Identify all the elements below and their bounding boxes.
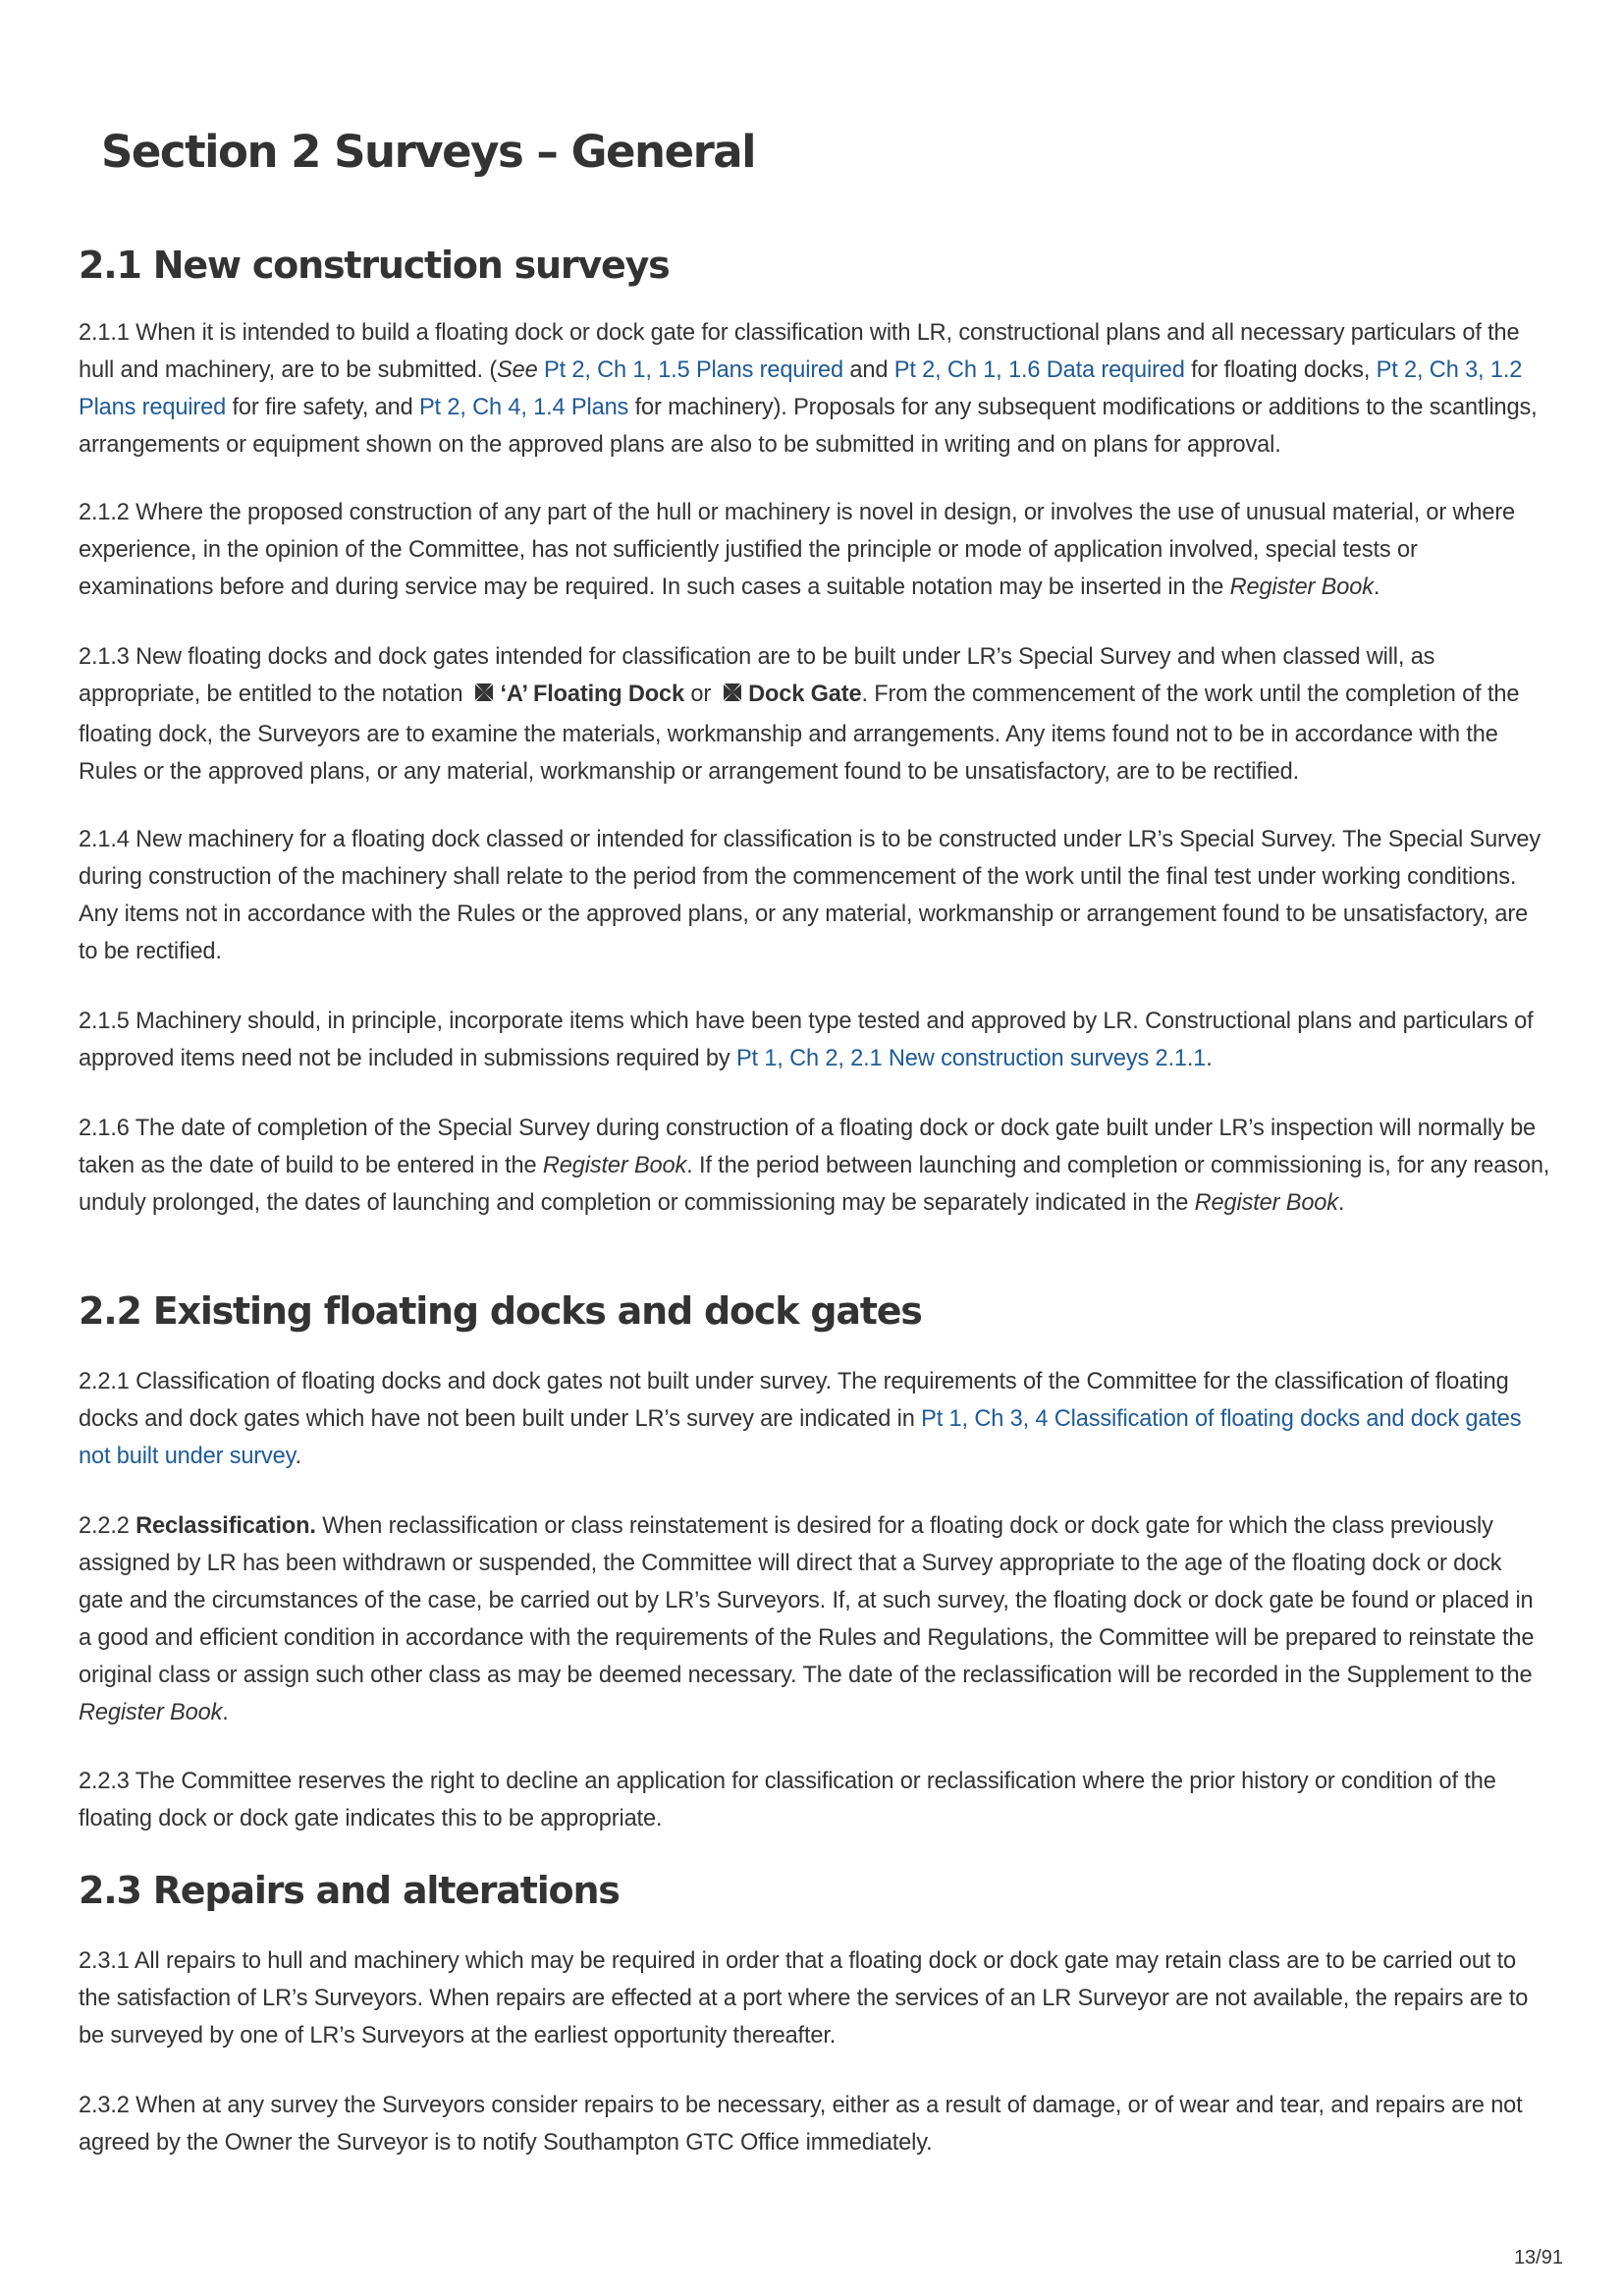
paragraph-2-2-1 — [79, 1363, 1551, 1475]
text-register-book: Register Book — [542, 1153, 687, 1178]
text-reclassification: Reclassification. — [135, 1513, 316, 1539]
link-pt2-ch1-1-6[interactable]: Pt 2, Ch 1, 1.6 Data required — [893, 357, 1185, 383]
paragraph-2-3-1: 2.3.1 All repairs to hull and machinery which may be required in order that a floating dock or dock gate may retain class are to be carried out to the satisfaction of LR’s Surveyors. When repairs are effected at a port where the services of an LR Surveyor are not available, the repairs are to be surveyed by one of LR’s Surveyors at the earliest opportunity thereafter. — [79, 1948, 1529, 2049]
text: 2.2.1 Classification of floating docks and dock gates not built under survey. The requirements of the Committee for the classification of floating docks and dock gates which have not been built under LR’s survey are indicated in — [79, 1369, 1509, 1432]
text: 2.2.2 — [79, 1513, 136, 1539]
text: . — [1373, 574, 1380, 600]
text-register-book: Register Book — [79, 1700, 223, 1725]
text: 2.1.5 Machinery should, in principle, incorporate items which have been type tested and approved by LR. Constructional plans and particulars of approved items need not be included in submissions required by — [79, 1009, 1534, 1071]
text: for machinery). Proposals for any subsequent modifications or additions to the scantlings, arrangements or equipment shown on the approved plans are also to be submitted in writing and on plans for approval. — [79, 395, 1538, 458]
text: . — [222, 1700, 229, 1725]
text-see: See — [497, 357, 538, 383]
maltese-cross-icon — [721, 679, 744, 716]
text: and — [843, 357, 894, 383]
text: . — [1337, 1190, 1345, 1216]
text: . If the period between launching and completion or commissioning is, for any reason, unduly prolonged, the dates of launching and completion or commissioning may be separately indicated in the — [79, 1153, 1550, 1216]
heading-2-2: 2.2 Existing floating docks and dock gates — [79, 1289, 922, 1333]
section-title: Section 2 Surveys – General — [101, 126, 756, 178]
link-pt2-ch4-1-4[interactable]: Pt 2, Ch 4, 1.4 Plans — [418, 395, 629, 420]
paragraph-2-3-2: 2.3.2 When at any survey the Surveyors consider repairs to be necessary, either as a result of damage, or of wear and tear, and repairs are not agreed by the Owner the Surveyor is to notify Southampton GTC Office immediately. — [79, 2093, 1523, 2156]
text: 2.1.3 New floating docks and dock gates intended for classification are to be built under LR’s Special Survey and when classed will, as appropriate, be entitled to the notation — [79, 644, 1435, 707]
text: 2.1.2 Where the proposed construction of any part of the hull or machinery is novel in design, or involves the use of unusual material, or where experience, in the opinion of the Committee, has not sufficiently justified the principle or mode of application involved, special tests or examinations before and during service may be required. In such cases a suitable notation may be inserted in the — [79, 500, 1515, 600]
text: for fire safety, and — [226, 395, 419, 420]
paragraph-2-1-5 — [79, 1003, 1551, 1077]
text: . — [295, 1444, 301, 1469]
text: or — [684, 682, 712, 707]
link-pt1-ch3-4[interactable]: Pt 1, Ch 3, 4 Classification of floating docks and dock gates not built under survey — [79, 1406, 1522, 1469]
text: . From the commencement of the work until the completion of the floating dock, the Surveyors are to examine the materials, workmanship and arrangements. Any items found not to be in accordance with the Rules or the approved plans, or any material, workmanship or arrangement found to be unsatisfactory, are to be rectified. — [79, 682, 1520, 785]
paragraph-2-1-6 — [79, 1110, 1551, 1222]
heading-2-1: 2.1 New construction surveys — [79, 244, 670, 287]
link-pt2-ch1-1-5[interactable]: Pt 2, Ch 1, 1.5 Plans required — [543, 357, 844, 383]
paragraph-2-1-2 — [79, 494, 1551, 606]
text-register-book: Register Book — [1194, 1190, 1338, 1216]
page-number: 13/91 — [1513, 2247, 1563, 2269]
paragraph-2-2-3: 2.2.3 The Committee reserves the right to decline an application for classification or reclassification where the prior history or condition of the floating dock or dock gate indicates this to be appropriate. — [79, 1769, 1496, 1831]
text-dock-gate-notation: Dock Gate — [748, 682, 862, 707]
paragraph-2-1-1 — [79, 314, 1551, 464]
paragraph-2-1-4: 2.1.4 New machinery for a floating dock classed or intended for classification is to be constructed under LR’s Special Survey. The Special Survey during construction of the machinery shall relate to the period from the commencement of the work until the final test under working conditions. Any items not in accordance with the Rules or the approved plans, or any material, workmanship or arrangement found to be unsatisfactory, are to be rectified. — [79, 827, 1541, 964]
paragraph-2-1-3 — [79, 638, 1551, 791]
text: . — [1206, 1046, 1213, 1071]
link-pt2-ch3-1-2[interactable]: Pt 2, Ch 3, 1.2 Plans required — [79, 357, 1523, 420]
text: for floating docks, — [1184, 357, 1377, 383]
paragraph-2-2-2 — [79, 1507, 1551, 1731]
link-pt1-ch2-2-1[interactable]: Pt 1, Ch 2, 2.1 New construction surveys 2.1.1 — [735, 1046, 1207, 1071]
text: 2.1.1 When it is intended to build a floating dock or dock gate for classification with LR, constructional plans and all necessary particulars of the hull and machinery, are to be submitted. ( — [79, 320, 1520, 383]
text: When reclassification or class reinstatement is desired for a floating dock or dock gate for which the class previously assigned by LR has been withdrawn or suspended, the Committee will direct that a Survey appropriate to the age of the floating dock or dock gate and the circumstances of the case, be carried out by LR’s Surveyors. If, at such survey, the floating dock or dock gate be found or placed in a good and efficient condition in accordance with the requirements of the Rules and Regulations, the Committee will be prepared to reinstate the original class or assign such other class as may be deemed necessary. The date of the reclassification will be recorded in the Supplement to the — [79, 1513, 1535, 1688]
text: 2.1.6 The date of completion of the Special Survey during construction of a floating dock or dock gate built under LR’s inspection will normally be taken as the date of build to be entered in the — [79, 1116, 1537, 1178]
text-floating-dock-notation: ‘A’ Floating Dock — [500, 682, 685, 707]
maltese-cross-icon — [472, 679, 496, 716]
heading-2-3: 2.3 Repairs and alterations — [79, 1869, 620, 1912]
text-register-book: Register Book — [1229, 574, 1374, 600]
